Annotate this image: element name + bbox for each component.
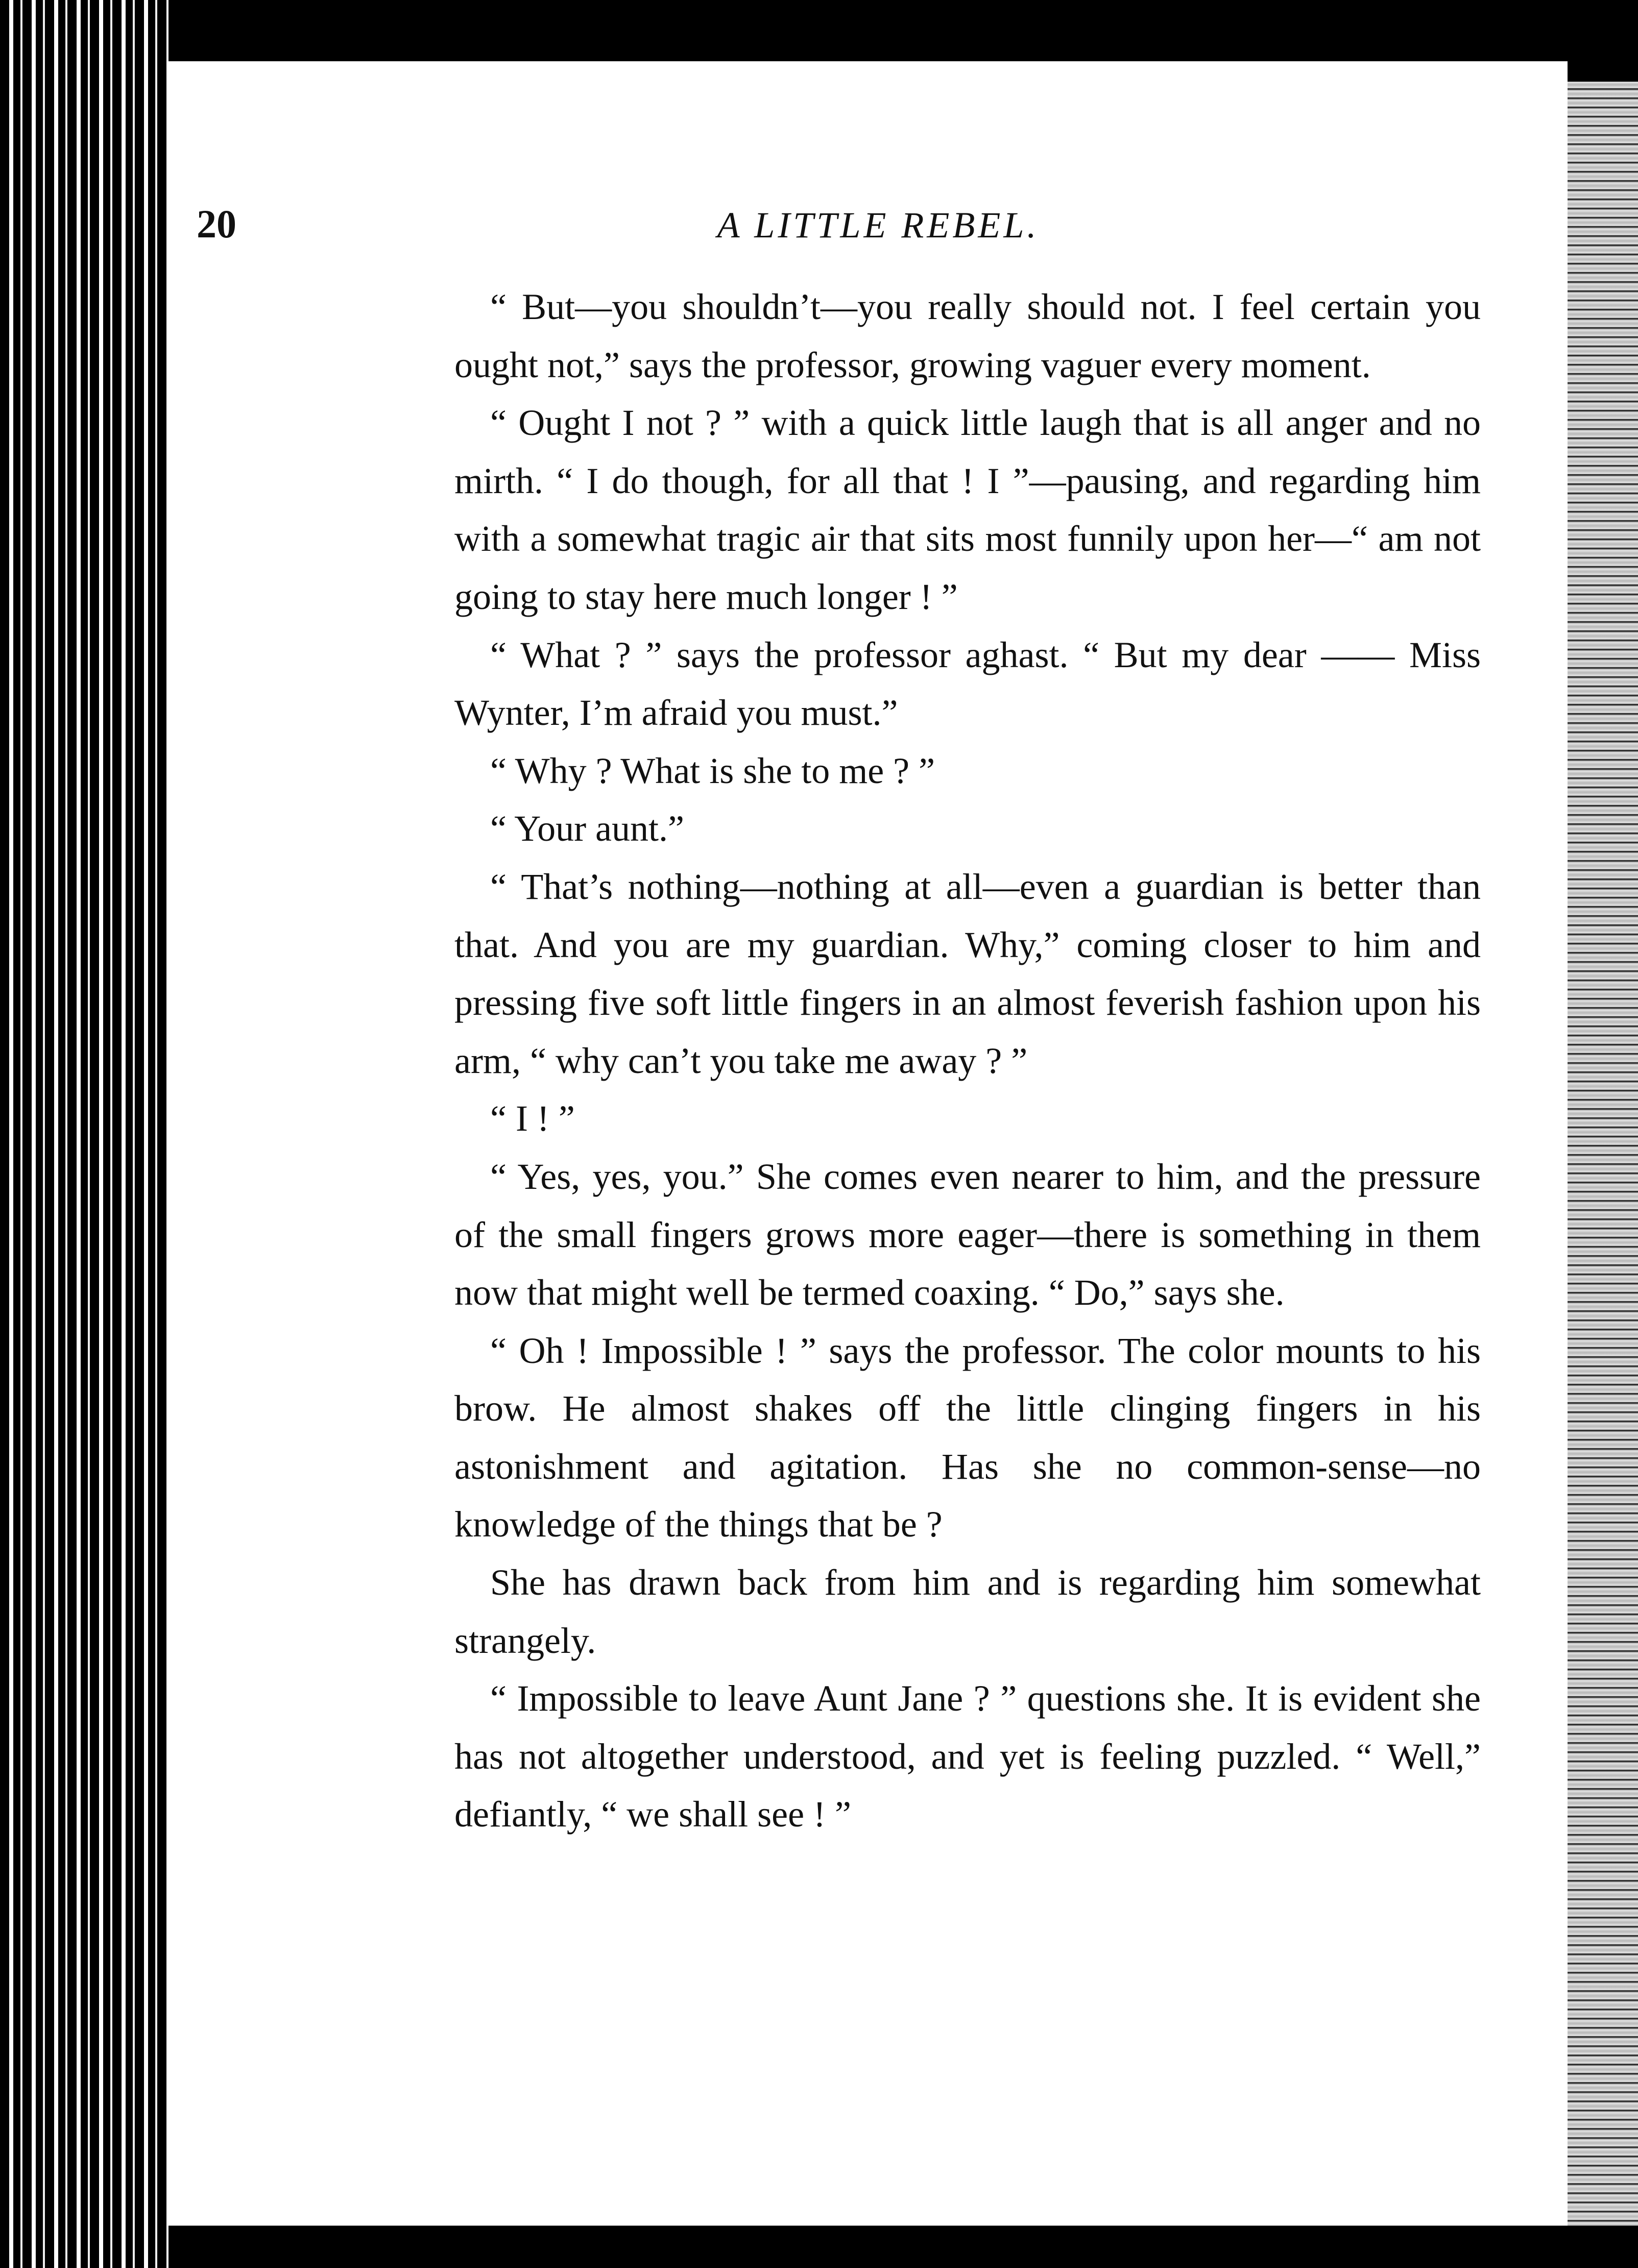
paragraph: “ Yes, yes, you.” She comes even nearer to him, and the pressure of the small fingers grows more eager—there is something in them now that might well be termed coaxing. “ Do,” says she. <box>454 1156 1481 1313</box>
body-text <box>454 278 1481 1844</box>
paragraph: “ What ? ” says the professor aghast. “ But my dear —— Miss Wynter, I’m afraid you must.” <box>454 634 1481 734</box>
paragraph: “ I ! ” <box>490 1098 575 1139</box>
paragraph: “ Your aunt.” <box>490 808 684 849</box>
book-binding-edge <box>0 0 168 2268</box>
paragraph: “ That’s nothing—nothing at all—even a guardian is better than that. And you are my guardian. Why,” coming closer to him and pressing five soft little fingers in an almost feverish fashion upon his arm, “ why can’t you take me away ? ” <box>454 866 1481 1081</box>
paragraph: “ Oh ! Impossible ! ” says the professor. The color mounts to his brow. He almost shakes off the little clinging fingers in his astonishment and agitation. Has she no common-sense—no knowledge of the things that be ? <box>454 1330 1481 1545</box>
paragraph: “ Why ? What is she to me ? ” <box>490 750 935 791</box>
page-number: 20 <box>197 202 236 246</box>
paragraph: “ Ought I not ? ” with a quick little laugh that is all anger and no mirth. “ I do though, for all that ! I ”—pausing, and regarding him with a somewhat tragic air that sits most funnily upon her—“ am not going to stay here much longer ! ” <box>454 402 1481 617</box>
page-header <box>255 194 1501 250</box>
running-title: A LITTLE REBEL. <box>717 205 1040 246</box>
page-edge-shadow <box>1568 82 1638 2226</box>
paragraph: “ But—you shouldn’t—you really should not. I feel certain you ought not,” says the professor, growing vaguer every moment. <box>454 286 1481 385</box>
paragraph: “ Impossible to leave Aunt Jane ? ” questions she. It is evident she has not altogether understood, and yet is feeling puzzled. “ Well,” defiantly, “ we shall see ! ” <box>454 1678 1481 1835</box>
paragraph: She has drawn back from him and is regarding him somewhat strangely. <box>454 1562 1481 1661</box>
